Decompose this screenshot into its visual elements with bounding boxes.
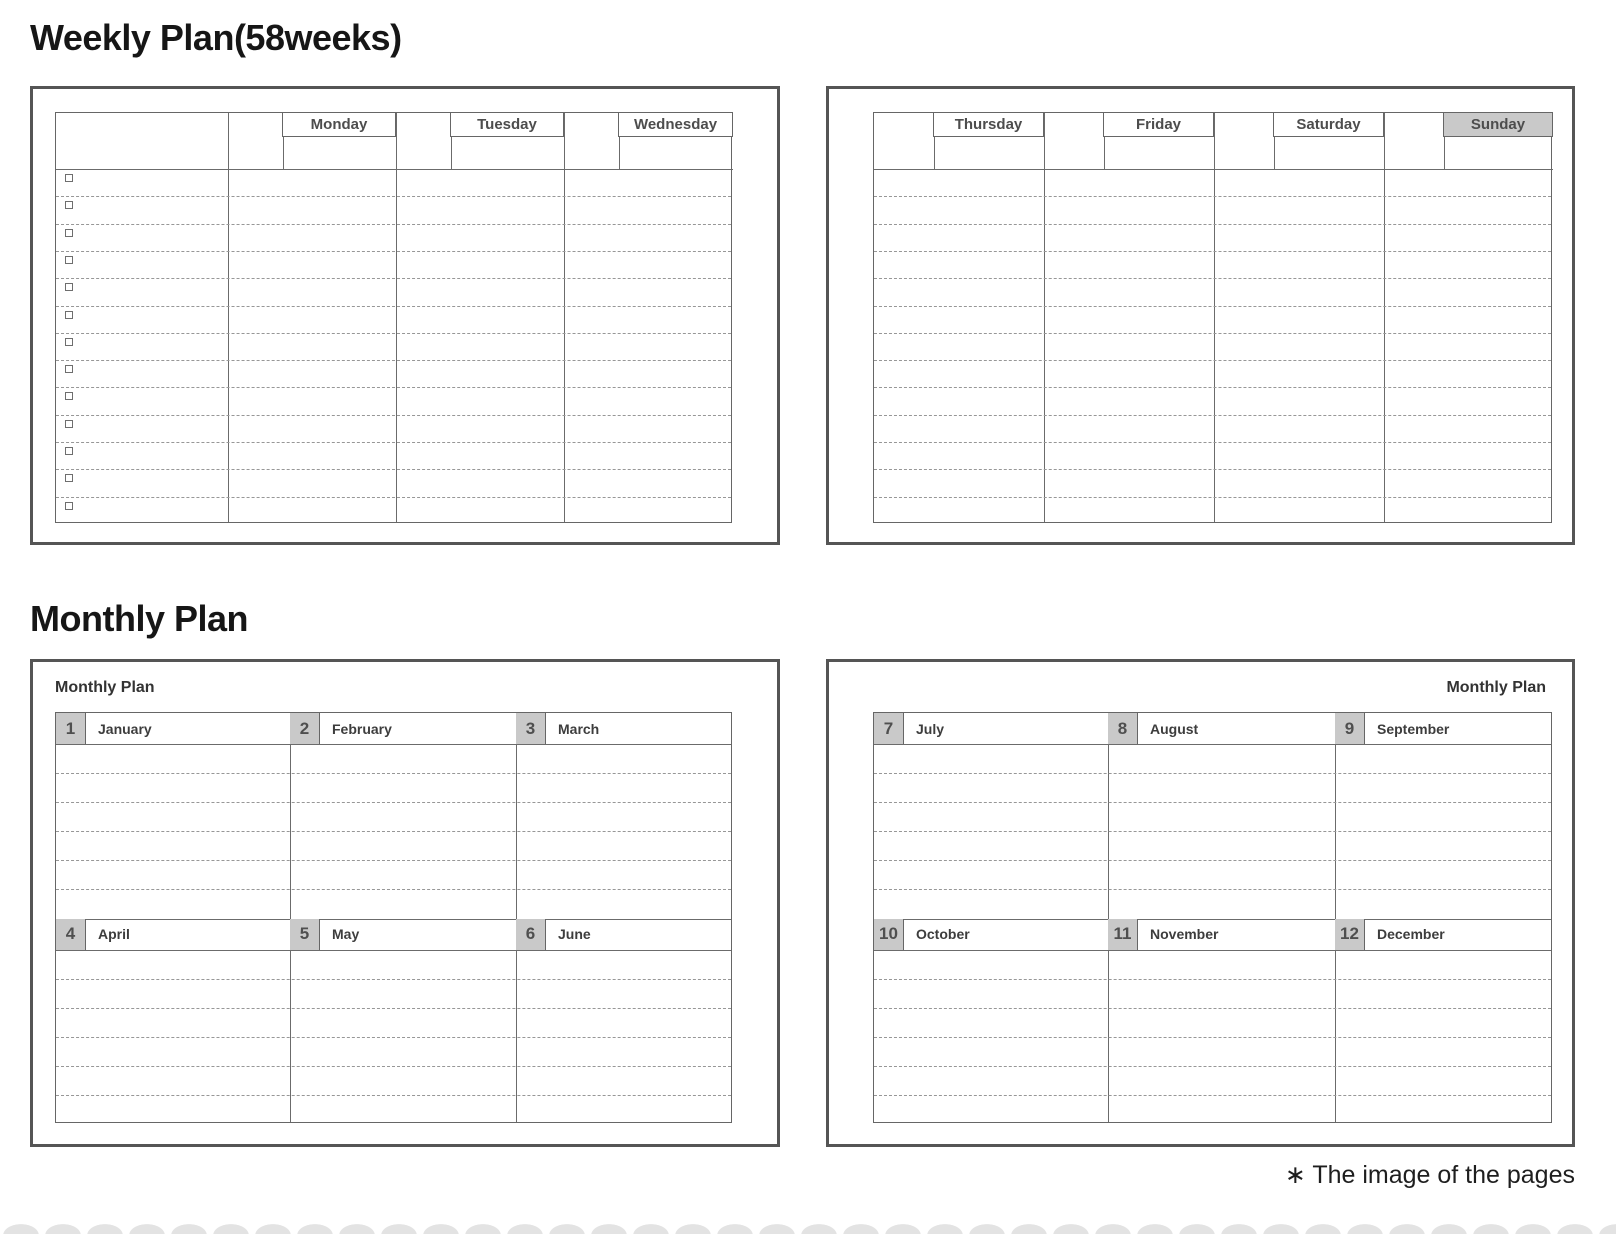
month-row-separator bbox=[56, 773, 731, 774]
month-name: June bbox=[558, 926, 591, 942]
row-separator bbox=[56, 469, 731, 470]
month-number-box bbox=[290, 713, 320, 744]
month-number-box bbox=[516, 713, 546, 744]
month-name: April bbox=[98, 926, 130, 942]
row-separator bbox=[874, 442, 1551, 443]
month-row-separator bbox=[874, 773, 1551, 774]
month-number: 10 bbox=[879, 924, 898, 943]
row-separator bbox=[56, 415, 731, 416]
month-name: March bbox=[558, 720, 600, 737]
row-separator bbox=[56, 360, 731, 361]
row-separator bbox=[56, 196, 731, 197]
month-number: 11 bbox=[1113, 924, 1132, 943]
row-separator bbox=[874, 251, 1551, 252]
row-separator bbox=[874, 387, 1551, 388]
day-label: Sunday bbox=[1470, 116, 1526, 133]
day-header-saturday bbox=[1273, 112, 1384, 137]
month-row-separator bbox=[874, 889, 1551, 890]
month-number-box bbox=[290, 919, 320, 950]
row-separator bbox=[56, 306, 731, 307]
task-checkbox bbox=[65, 201, 73, 209]
weekly-table bbox=[55, 112, 732, 523]
header-column-line bbox=[228, 113, 229, 169]
task-checkbox bbox=[65, 174, 73, 182]
month-row-separator bbox=[56, 979, 731, 980]
row-separator bbox=[56, 278, 731, 279]
task-checkbox bbox=[65, 392, 73, 400]
month-name: July bbox=[916, 720, 945, 737]
month-number: 8 bbox=[1117, 718, 1128, 738]
weekly-left-page bbox=[30, 86, 780, 545]
monthly-page-label: Monthly Plan bbox=[55, 679, 155, 696]
row-separator bbox=[56, 442, 731, 443]
monthly-page-label: Monthly Plan bbox=[1446, 679, 1546, 696]
month-number: 3 bbox=[525, 718, 536, 738]
month-number: 6 bbox=[525, 924, 536, 943]
month-column-line bbox=[1108, 713, 1109, 1122]
header-column-line bbox=[1384, 113, 1385, 169]
month-row-separator bbox=[874, 802, 1551, 803]
month-name: February bbox=[332, 720, 392, 737]
header-column-line bbox=[564, 113, 565, 169]
month-name: January bbox=[98, 720, 152, 737]
day-label: Saturday bbox=[1296, 116, 1361, 133]
weekly-table bbox=[873, 112, 1552, 523]
monthly-plan-title: Monthly Plan bbox=[30, 598, 248, 639]
month-row-separator bbox=[874, 860, 1551, 861]
row-separator bbox=[56, 251, 731, 252]
month-number: 4 bbox=[65, 924, 76, 943]
month-header-bottom-line bbox=[56, 744, 731, 745]
row-separator bbox=[874, 278, 1551, 279]
month-row-separator bbox=[874, 1008, 1551, 1009]
header-column-line bbox=[1214, 113, 1215, 169]
task-checkbox bbox=[65, 338, 73, 346]
block-top-line bbox=[56, 919, 731, 920]
month-number-box bbox=[516, 919, 546, 950]
month-row-separator bbox=[874, 979, 1551, 980]
month-number-box bbox=[874, 919, 904, 950]
month-header-bottom-line bbox=[56, 950, 731, 951]
month-number-box bbox=[1108, 919, 1138, 950]
month-number-box bbox=[1335, 919, 1365, 950]
month-name: May bbox=[332, 926, 360, 942]
header-bottom-line bbox=[56, 169, 733, 170]
day-header-wednesday bbox=[618, 112, 733, 137]
task-checkbox bbox=[65, 311, 73, 319]
day-label: Wednesday bbox=[633, 116, 718, 133]
row-separator bbox=[874, 415, 1551, 416]
month-name: August bbox=[1150, 720, 1199, 737]
month-name: October bbox=[916, 926, 970, 942]
month-row-separator bbox=[56, 860, 731, 861]
month-row-separator bbox=[56, 1008, 731, 1009]
month-row-separator bbox=[56, 1037, 731, 1038]
month-name: December bbox=[1377, 926, 1445, 942]
task-checkbox bbox=[65, 229, 73, 237]
month-column-line bbox=[290, 713, 291, 1122]
month-column-line bbox=[516, 713, 517, 1122]
day-header-friday bbox=[1103, 112, 1214, 137]
day-label: Friday bbox=[1135, 116, 1181, 133]
row-separator bbox=[874, 469, 1551, 470]
month-name: September bbox=[1377, 720, 1450, 737]
month-row-separator bbox=[56, 889, 731, 890]
day-label: Tuesday bbox=[477, 116, 537, 133]
footnote: ∗ The image of the pages bbox=[1284, 1161, 1575, 1189]
task-checkbox bbox=[65, 256, 73, 264]
month-number: 7 bbox=[883, 718, 894, 738]
header-column-line bbox=[1044, 113, 1045, 169]
row-separator bbox=[874, 360, 1551, 361]
day-label: Monday bbox=[310, 116, 368, 133]
row-separator bbox=[874, 333, 1551, 334]
month-number-box bbox=[56, 919, 86, 950]
month-header-bottom-line bbox=[874, 950, 1551, 951]
row-separator bbox=[874, 306, 1551, 307]
task-checkbox bbox=[65, 502, 73, 510]
month-number-box bbox=[874, 713, 904, 744]
month-number-box bbox=[56, 713, 86, 744]
month-number-box bbox=[1335, 713, 1365, 744]
month-row-separator bbox=[56, 802, 731, 803]
month-row-separator bbox=[56, 1095, 731, 1096]
weekly-plan-title: Weekly Plan(58weeks) bbox=[30, 17, 402, 58]
header-column-line bbox=[396, 113, 397, 169]
month-number: 1 bbox=[65, 718, 76, 738]
day-header-monday bbox=[282, 112, 396, 137]
month-number: 9 bbox=[1344, 718, 1355, 738]
row-separator bbox=[874, 196, 1551, 197]
row-separator bbox=[56, 497, 731, 498]
month-row-separator bbox=[874, 1066, 1551, 1067]
monthly-table bbox=[55, 712, 732, 1123]
weekly-right-page bbox=[826, 86, 1575, 545]
row-separator bbox=[56, 387, 731, 388]
scallop-edge-decoration bbox=[0, 1221, 1616, 1234]
day-label: Thursday bbox=[954, 116, 1023, 133]
row-separator bbox=[874, 224, 1551, 225]
row-separator bbox=[56, 333, 731, 334]
month-number: 2 bbox=[299, 718, 310, 738]
monthly-table bbox=[873, 712, 1552, 1123]
day-header-tuesday bbox=[450, 112, 564, 137]
month-row-separator bbox=[874, 1037, 1551, 1038]
task-checkbox bbox=[65, 283, 73, 291]
monthly-left-page bbox=[30, 659, 780, 1147]
month-number-box bbox=[1108, 713, 1138, 744]
month-name: November bbox=[1150, 926, 1219, 942]
month-row-separator bbox=[874, 1095, 1551, 1096]
task-checkbox bbox=[65, 474, 73, 482]
month-row-separator bbox=[874, 831, 1551, 832]
task-checkbox bbox=[65, 365, 73, 373]
day-header-thursday bbox=[933, 112, 1044, 137]
month-row-separator bbox=[56, 1066, 731, 1067]
month-number: 5 bbox=[299, 924, 310, 943]
task-checkbox bbox=[65, 447, 73, 455]
task-checkbox bbox=[65, 420, 73, 428]
month-column-line bbox=[1335, 713, 1336, 1122]
monthly-right-page bbox=[826, 659, 1575, 1147]
day-header-sunday bbox=[1443, 112, 1553, 137]
month-number: 12 bbox=[1340, 924, 1359, 943]
month-header-bottom-line bbox=[874, 744, 1551, 745]
row-separator bbox=[56, 224, 731, 225]
month-row-separator bbox=[56, 831, 731, 832]
row-separator bbox=[874, 497, 1551, 498]
